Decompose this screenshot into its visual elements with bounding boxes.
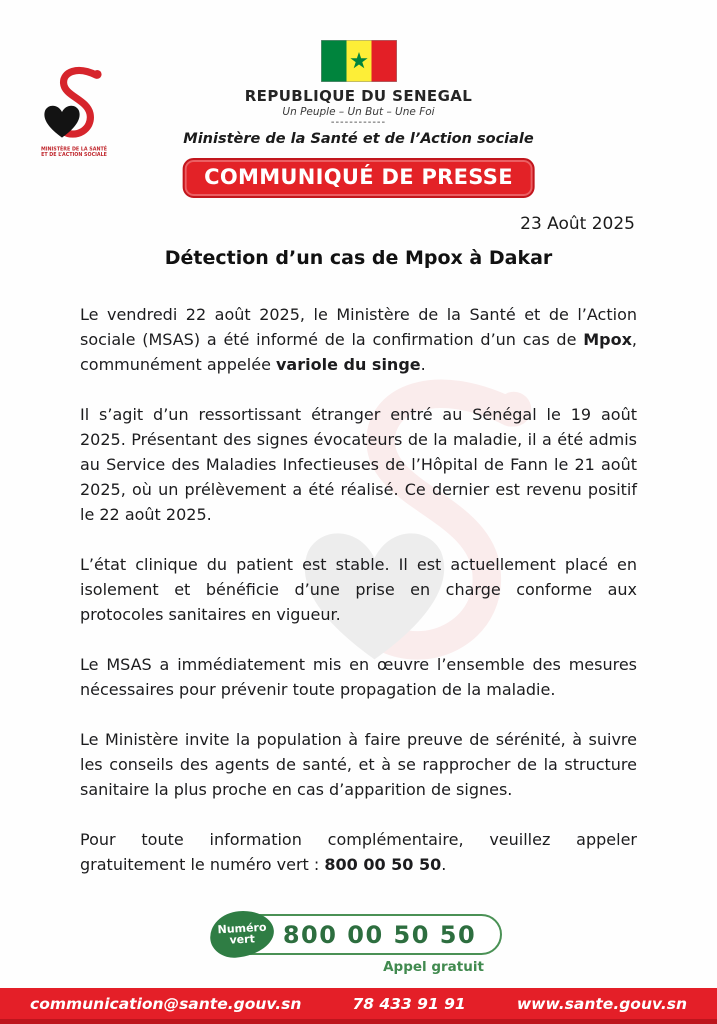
paragraph: Le vendredi 22 août 2025, le Ministère de la Santé et de l’Action sociale (MSAS) a été informé de la confirmation d’un cas de Mpox, communément appelée variole du singe. <box>80 305 637 374</box>
paragraph: Le Ministère invite la population à faire preuve de sérénité, à suivre les conseils des agents de santé, et à se rapprocher de la structure sanitaire la plus proche en cas d’apparition de signes. <box>80 730 637 799</box>
hotline-number: 800 00 50 50 <box>282 920 477 949</box>
footer-bar <box>0 988 717 1024</box>
hotline-pill <box>215 914 502 955</box>
press-body <box>80 302 637 902</box>
numero-vert-label-line2: vert <box>229 932 256 947</box>
hotline-free-call-note: Appel gratuit <box>383 959 484 975</box>
numero-vert-label-line1: Numéro <box>216 920 267 936</box>
paragraph: Il s’agit d’un ressortissant étranger entré au Sénégal le 19 août 2025. Présentant des signes évocateurs de la maladie, il a été admis au Service des Maladies Infectieuses de l’Hôpital de Fann le 21 août 2025, où un prélèvement a été réalisé. Ce dernier est revenu positif le 22 août 2025. <box>80 405 637 524</box>
press-banner-label: COMMUNIQUÉ DE PRESSE <box>204 165 513 189</box>
footer-email: communication@sante.gouv.sn <box>30 994 302 1013</box>
press-title: Détection d’un cas de Mpox à Dakar <box>164 247 553 269</box>
hotline <box>0 914 717 975</box>
national-motto: Un Peuple – Un But – Une Foi <box>282 106 435 118</box>
logo-caption-line1: MINISTÈRE DE LA SANTÉ <box>40 147 108 153</box>
senegal-flag-icon <box>321 40 397 82</box>
numero-vert-badge <box>208 908 276 959</box>
ministry-name: Ministère de la Santé et de l’Action sociale <box>183 131 534 147</box>
republic-title: REPUBLIQUE DU SENEGAL <box>244 87 473 105</box>
footer-phone: 78 433 91 91 <box>352 994 466 1013</box>
paragraph: L’état clinique du patient est stable. Il est actuellement placé en isolement et bénéficie d’une prise en charge conforme aux protocoles sanitaires en vigueur. <box>80 555 637 624</box>
separator-dashes: ------------ <box>330 117 387 128</box>
paragraph: Le MSAS a immédiatement mis en œuvre l’ensemble des mesures nécessaires pour prévenir toute propagation de la maladie. <box>80 655 637 699</box>
press-date: 23 Août 2025 <box>520 214 635 234</box>
logo-caption-line2: ET DE L’ACTION SOCIALE <box>41 153 107 158</box>
header <box>0 0 717 147</box>
footer-website: www.sante.gouv.sn <box>516 994 687 1013</box>
press-banner <box>182 158 535 198</box>
paragraph: Pour toute information complémentaire, veuillez appeler gratuitement le numéro vert : 800 00 50 50. <box>80 830 637 874</box>
